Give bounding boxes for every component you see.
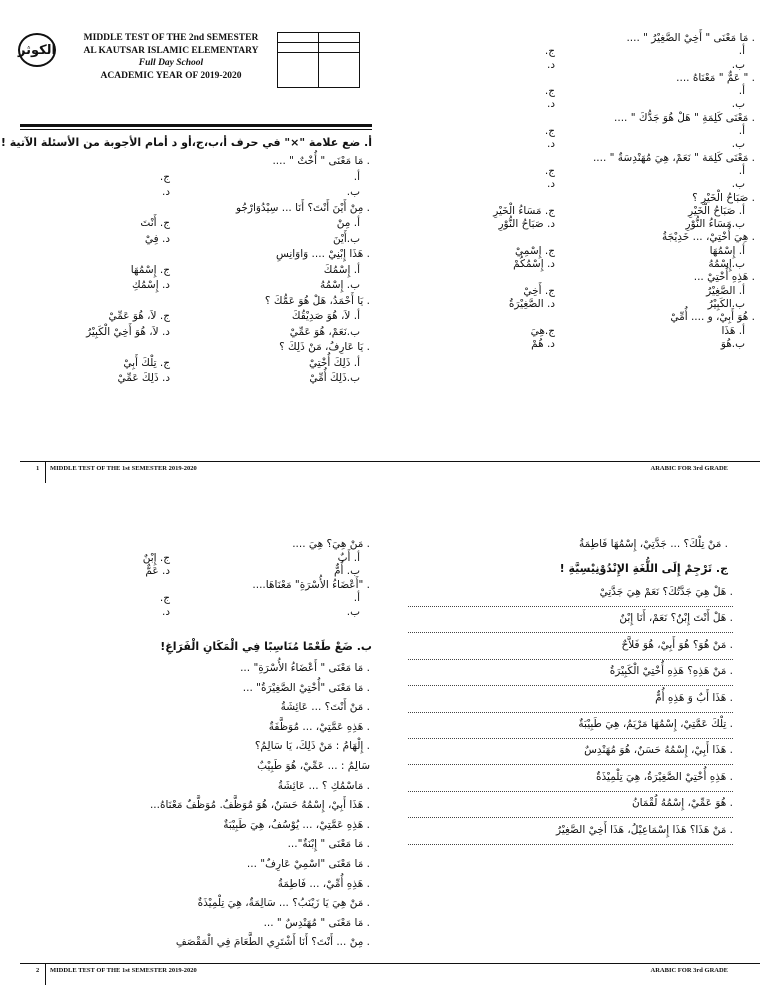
fill-blank-item: . مَا مَعْنَى " أَعْضَاءُ الأُسْرَةِ" ... xyxy=(240,662,370,674)
option-d: د. إِسْمُكِ xyxy=(132,279,170,291)
school-logo xyxy=(18,33,56,67)
question-block xyxy=(455,271,755,311)
header-rule-thin xyxy=(20,129,372,130)
question-block xyxy=(455,72,755,112)
option-b: ب.نَعَمْ، هُوَ عَمِّيْ xyxy=(289,325,360,338)
option-c: ج. xyxy=(544,125,555,138)
option-a: أ. إِسْمُكَ xyxy=(323,263,360,276)
option-c: ج. لاَ، هُوَ عَمِّيْ xyxy=(108,310,170,322)
translate-sentence: . مَنْ هَذِهِ؟ هَذِهِ أُخْتِيْ الْكَبِيْرَةُ xyxy=(609,665,733,678)
footer-right-text-1: ARABIC FOR 3rd GRADE xyxy=(650,465,728,472)
answer-line[interactable] xyxy=(408,606,733,607)
header-line-3: Full Day School xyxy=(138,58,204,68)
option-a: أ. أَبٌ xyxy=(337,551,360,564)
option-d: د. xyxy=(546,98,555,111)
question-text: . مَا مَعْنَى " أَخِيْ الصَّغِيْرُ " .... xyxy=(626,32,755,44)
question-text: . "أَعْضَاءُ الأُسْرَةِ" مَعْنَاهَا.... xyxy=(252,578,370,591)
question-block xyxy=(455,192,755,232)
page2-right-intro: . مَنْ تِلْكَ؟ ... جَدَّتِيْ، إِسْمُهَا فَاطِمَةُ xyxy=(579,538,728,550)
translate-sentence: . هَلْ أَنْتَ إِبْنٌ؟ نَعَمْ، أَنَا إِبْنٌ xyxy=(619,612,733,625)
footer-rule-2 xyxy=(20,963,760,964)
option-c: ج. xyxy=(159,592,170,604)
fill-blank-item: . هَذِهِ عَمَّتِيْ، ... مُوَظَّفَةٌ xyxy=(268,720,370,733)
answer-line[interactable] xyxy=(408,659,733,660)
option-d: د. فِيْ xyxy=(144,232,170,245)
translate-sentence: . هُوَ عَمِّيْ، إِسْمُهُ لُقْمَانُ xyxy=(631,797,733,810)
question-text: . يَا عَارِفُ، مَنْ ذَلِكَ ؟ xyxy=(279,341,370,353)
answer-line[interactable] xyxy=(408,738,733,739)
left-question-column xyxy=(86,155,370,388)
option-b: ب.إِسْمُهُ xyxy=(708,258,745,271)
translate-item xyxy=(408,610,733,636)
fill-blank-item: سَالِمُ : ... عَمِّيْ، هُوَ طَبِيْبٌ xyxy=(257,759,370,772)
option-b: ب. إِسْمُهُ xyxy=(320,279,360,291)
option-b: ب. xyxy=(731,138,745,151)
question-block xyxy=(455,32,755,72)
option-d: د. لاَ، هُوَ أَخِيْ الْكَبِيْرُ xyxy=(86,325,170,338)
option-a: أ. xyxy=(353,592,360,604)
footer-rule-1 xyxy=(20,461,760,462)
option-d: د. xyxy=(546,58,555,71)
option-a: أ. xyxy=(738,85,745,98)
section-c-title: ج. تَرْجِمْ إِلَى اللُّغَةِ الإِنْدُوْنِيْسِيَّةِ ! xyxy=(559,562,728,575)
translate-item xyxy=(408,795,733,821)
fill-blank-item: . إِلْهَامُ : مَنْ ذَلِكَ، يَا سَالِمُ؟ xyxy=(254,740,370,753)
option-a: أ. ذَلِكَ أُخْتِيْ xyxy=(309,356,360,369)
answer-line[interactable] xyxy=(408,712,733,713)
section-c-list xyxy=(408,584,733,848)
page2-left-questions xyxy=(90,538,370,619)
document-header xyxy=(66,32,276,82)
translate-sentence: . مَنْ هُوَ؟ هُوَ أَبِيْ، هُوَ فَلاَّحٌ xyxy=(621,638,733,651)
question-block xyxy=(86,294,370,342)
translate-item xyxy=(408,584,733,610)
option-a: أ. لاَ، هُوَ صَدِيْقُكَ xyxy=(291,310,360,322)
option-b: ب. أُمٌّ xyxy=(334,565,360,577)
translate-sentence: . هَذَا أَبٌ وَ هَذِهِ أُمٌّ xyxy=(655,691,733,704)
question-text: . هِيَ أُخْتِيْ، ... خَدِيْجَةُ xyxy=(661,231,755,244)
option-c: ج. xyxy=(159,170,170,183)
section-a-title: أ. ضع علامة "×" في حرف أ،ب،ج،أو د أمام الأجوبة من الأسئلة الآتية ! xyxy=(0,136,372,149)
translate-sentence: . تِلْكَ عَمَّتِيْ، إِسْمُهَا مَرْيَمُ، هِيَ طَبِيْبَةٌ xyxy=(578,717,733,730)
logo-text: الكوثر xyxy=(17,42,57,58)
question-block xyxy=(455,311,755,351)
option-b: ب.هُوَ xyxy=(720,337,745,350)
option-b: ب.ذَلِكَ أُمِّيْ xyxy=(309,372,360,384)
answer-line[interactable] xyxy=(408,844,733,845)
question-text: . مَا مَعْنَى " أُخْتٌ " .... xyxy=(272,155,370,167)
translate-item xyxy=(408,716,733,742)
question-text: . مَعْنَى كَلِمَة " نَعَمْ، هِيَ مُهَنْدِسَةٌ " .... xyxy=(592,151,755,164)
translate-item xyxy=(408,690,733,716)
answer-line[interactable] xyxy=(408,685,733,686)
fill-blank-item: . مِنْ ... أَنْتَ؟ أَنَا أَشْتَرِي الطَّعَامَ فِي الْمَقْصَفِ xyxy=(175,936,370,949)
option-c: ج.هِيَ xyxy=(530,324,555,337)
page-number-2: 2 xyxy=(36,967,40,974)
option-a: أ. xyxy=(353,170,360,183)
fill-blank-item: . هَذِهِ عَمَّتِيْ، ... يُوْسُفُ، هِيَ طَبِيْبَةٌ xyxy=(223,818,370,831)
translate-item xyxy=(408,637,733,663)
question-block xyxy=(90,341,370,388)
question-text: . مَعْنَى كَلِمَةِ " هَلْ هُوَ جَدُّكَ " .... xyxy=(614,111,755,124)
question-block xyxy=(90,579,370,620)
header-rule xyxy=(20,124,372,127)
option-d: د. عَمٌّ xyxy=(145,565,170,577)
option-c: ج. إِسْمُهَا xyxy=(130,263,170,276)
question-text: . مِنْ أَيْنَ أَنْتَ؟ أَنَا ... سِيْدُوَارْجُو xyxy=(235,201,370,214)
translate-sentence: . مَنْ هَذَا؟ هَذَا إِسْمَاعِيْلُ، هَذَا أَخِيْ الصَّغِيْرُ xyxy=(556,823,733,836)
answer-line[interactable] xyxy=(408,817,733,818)
question-block xyxy=(455,112,755,152)
question-text: . يَا أَحْمَدُ، هَلْ هُوَ عَمُّكَ ؟ xyxy=(264,294,370,307)
fill-blank-item: . مَاسْمُكِ ؟ ... عَائِشَةُ xyxy=(277,779,370,792)
option-d: د. xyxy=(161,605,170,618)
question-text: . " عَمٌّ " مَعْنَاهُ .... xyxy=(676,71,755,84)
fill-blank-item: . هَذَا أَبِيْ، إِسْمُهُ حَسَنٌ، هُوَ مُوَظَّفٌ. مُوَظَّفٌ مَعْنَاهُ... xyxy=(149,799,370,812)
option-d: د. xyxy=(546,138,555,151)
question-block xyxy=(90,202,370,249)
question-block xyxy=(90,248,370,295)
question-block xyxy=(90,538,370,579)
translate-sentence: . هَذَا أَبِيْ، إِسْمُهُ حَسَنٌ، هُوَ مُهَنْدِسٌ xyxy=(584,744,733,757)
option-c: ج. إِبْنٌ xyxy=(142,551,170,564)
question-text: . هُوَ أَبِيْ، و .... أُمِّيْ xyxy=(670,311,755,324)
option-b: ب.الكَبِيْرُ xyxy=(707,297,745,310)
footer-divider-1 xyxy=(45,461,46,483)
header-line-2: AL KAUTSAR ISLAMIC ELEMENTARY xyxy=(83,45,259,56)
fill-blank-item: . مَا مَعْنَى " إِبْنَةٌ"... xyxy=(287,838,370,851)
option-d: د. إِسْمُكُمْ xyxy=(513,258,555,271)
option-a: أ. هَذَا xyxy=(721,324,745,337)
section-b-title: ب. ضَعْ طَعْمًا مُنَاسِبًا فِي الْمَكَانِ الْفَرَاغِ! xyxy=(160,640,372,653)
option-c: ج. xyxy=(544,45,555,58)
option-a: أ. إِسْمُهَا xyxy=(709,244,745,257)
page-number-1: 1 xyxy=(36,465,40,472)
option-a: أ. xyxy=(738,45,745,58)
translate-item xyxy=(408,742,733,768)
option-d: د. xyxy=(546,178,555,191)
option-c: ج. أَنْتَ xyxy=(140,217,170,229)
footer-left-text-2: MIDDLE TEST OF THE 1st SEMESTER 2019-2020 xyxy=(50,967,197,974)
option-a: أ. xyxy=(738,125,745,138)
question-text: . هَذِهِ أُخْتِيْ ... xyxy=(693,271,755,284)
option-d: د. xyxy=(161,186,170,198)
option-a: أ. صَبَاحُ الْخَيْرِ xyxy=(688,204,745,217)
option-c: ج. أَخِيْ xyxy=(523,284,555,297)
option-d: د. الصَّغِيْرَةُ xyxy=(508,297,555,310)
option-c: ج. تِلْكَ أَبِيْ xyxy=(123,356,170,369)
fill-blank-item: . مَنْ أَنْتَ؟ ... عَائِشَةُ xyxy=(280,701,370,714)
option-c: ج. xyxy=(544,164,555,177)
footer-right-text-2: ARABIC FOR 3rd GRADE xyxy=(650,967,728,974)
fill-blank-item: . مَا مَعْنَى " مُهَنْدِسٌ " ... xyxy=(263,916,370,929)
translate-item xyxy=(408,769,733,795)
option-d: د. صَبَاحُ النُّوْرِ xyxy=(498,218,555,231)
question-block xyxy=(455,231,755,271)
answer-line[interactable] xyxy=(408,632,733,633)
option-a: أ. xyxy=(738,164,745,177)
answer-line[interactable] xyxy=(408,791,733,792)
fill-blank-item: . مَا مَعْنَى "أُخْتِيْ الصَّغِيْرَةُ" ... xyxy=(242,681,370,694)
option-b: ب. xyxy=(731,178,745,191)
right-question-column xyxy=(455,32,755,351)
header-line-4: ACADEMIC YEAR OF 2019-2020 xyxy=(100,70,242,81)
option-b: ب.مَسَاءُ النُّوْرِ xyxy=(685,218,745,231)
fill-blank-item: . هَذِهِ أُمِّيْ، ... فَاطِمَةُ xyxy=(277,877,370,890)
option-b: ب. xyxy=(731,98,745,111)
translate-item xyxy=(408,663,733,689)
footer-left-text-1: MIDDLE TEST OF THE 1st SEMESTER 2019-2020 xyxy=(50,465,197,472)
option-b: ب. xyxy=(346,605,360,618)
fill-blank-item: . مَنْ هِيَ يَا زَيْنَبُ؟ ... سَالِمَةٌ، هِيَ تِلْمِيْذَةٌ xyxy=(197,897,370,910)
translate-sentence: . هَذِهِ أُخْتِيْ الصَّغِيْرَةُ، هِيَ تِلْمِيْذَةٌ xyxy=(596,770,733,783)
option-a: أ. الصَّغِيْرُ xyxy=(706,284,745,297)
answer-line[interactable] xyxy=(408,764,733,765)
option-a: أ. مِنْ xyxy=(336,217,360,229)
option-d: د. ذَلِكَ عَمِّيْ xyxy=(117,372,170,384)
option-d: د. هُمْ xyxy=(531,337,555,350)
option-c: ج. xyxy=(544,85,555,98)
option-c: ج. إِسْمِيْ xyxy=(515,244,555,257)
question-block xyxy=(90,155,370,202)
question-text: . صَبَاحُ الْخَيْرِ ؟ xyxy=(692,191,755,204)
header-line-1: MIDDLE TEST OF THE 2nd SEMESTER xyxy=(83,33,259,43)
section-b-list xyxy=(90,662,370,956)
score-box xyxy=(277,32,360,88)
option-b: ب. xyxy=(731,58,745,71)
translate-sentence: . هَلْ هِيَ جَدَّتُكَ؟ نَعَمْ هِيَ جَدَّتِيْ xyxy=(599,586,733,598)
option-b: ب.أَيْنَ xyxy=(332,232,360,245)
footer-divider-2 xyxy=(45,963,46,985)
question-block xyxy=(455,152,755,192)
fill-blank-item: . مَا مَعْنَى "اسْمِيْ عَارِفٌ" ... xyxy=(246,857,370,870)
question-text: . هَذَا إِبْنِيْ .... وَاوَانِسِ xyxy=(275,248,370,260)
translate-item xyxy=(408,822,733,848)
option-c: ج. مَسَاءُ الْخَيْرِ xyxy=(493,204,555,217)
question-text: . مَنْ هِيَ؟ هِيَ .... xyxy=(292,538,370,550)
option-b: ب. xyxy=(346,186,360,198)
